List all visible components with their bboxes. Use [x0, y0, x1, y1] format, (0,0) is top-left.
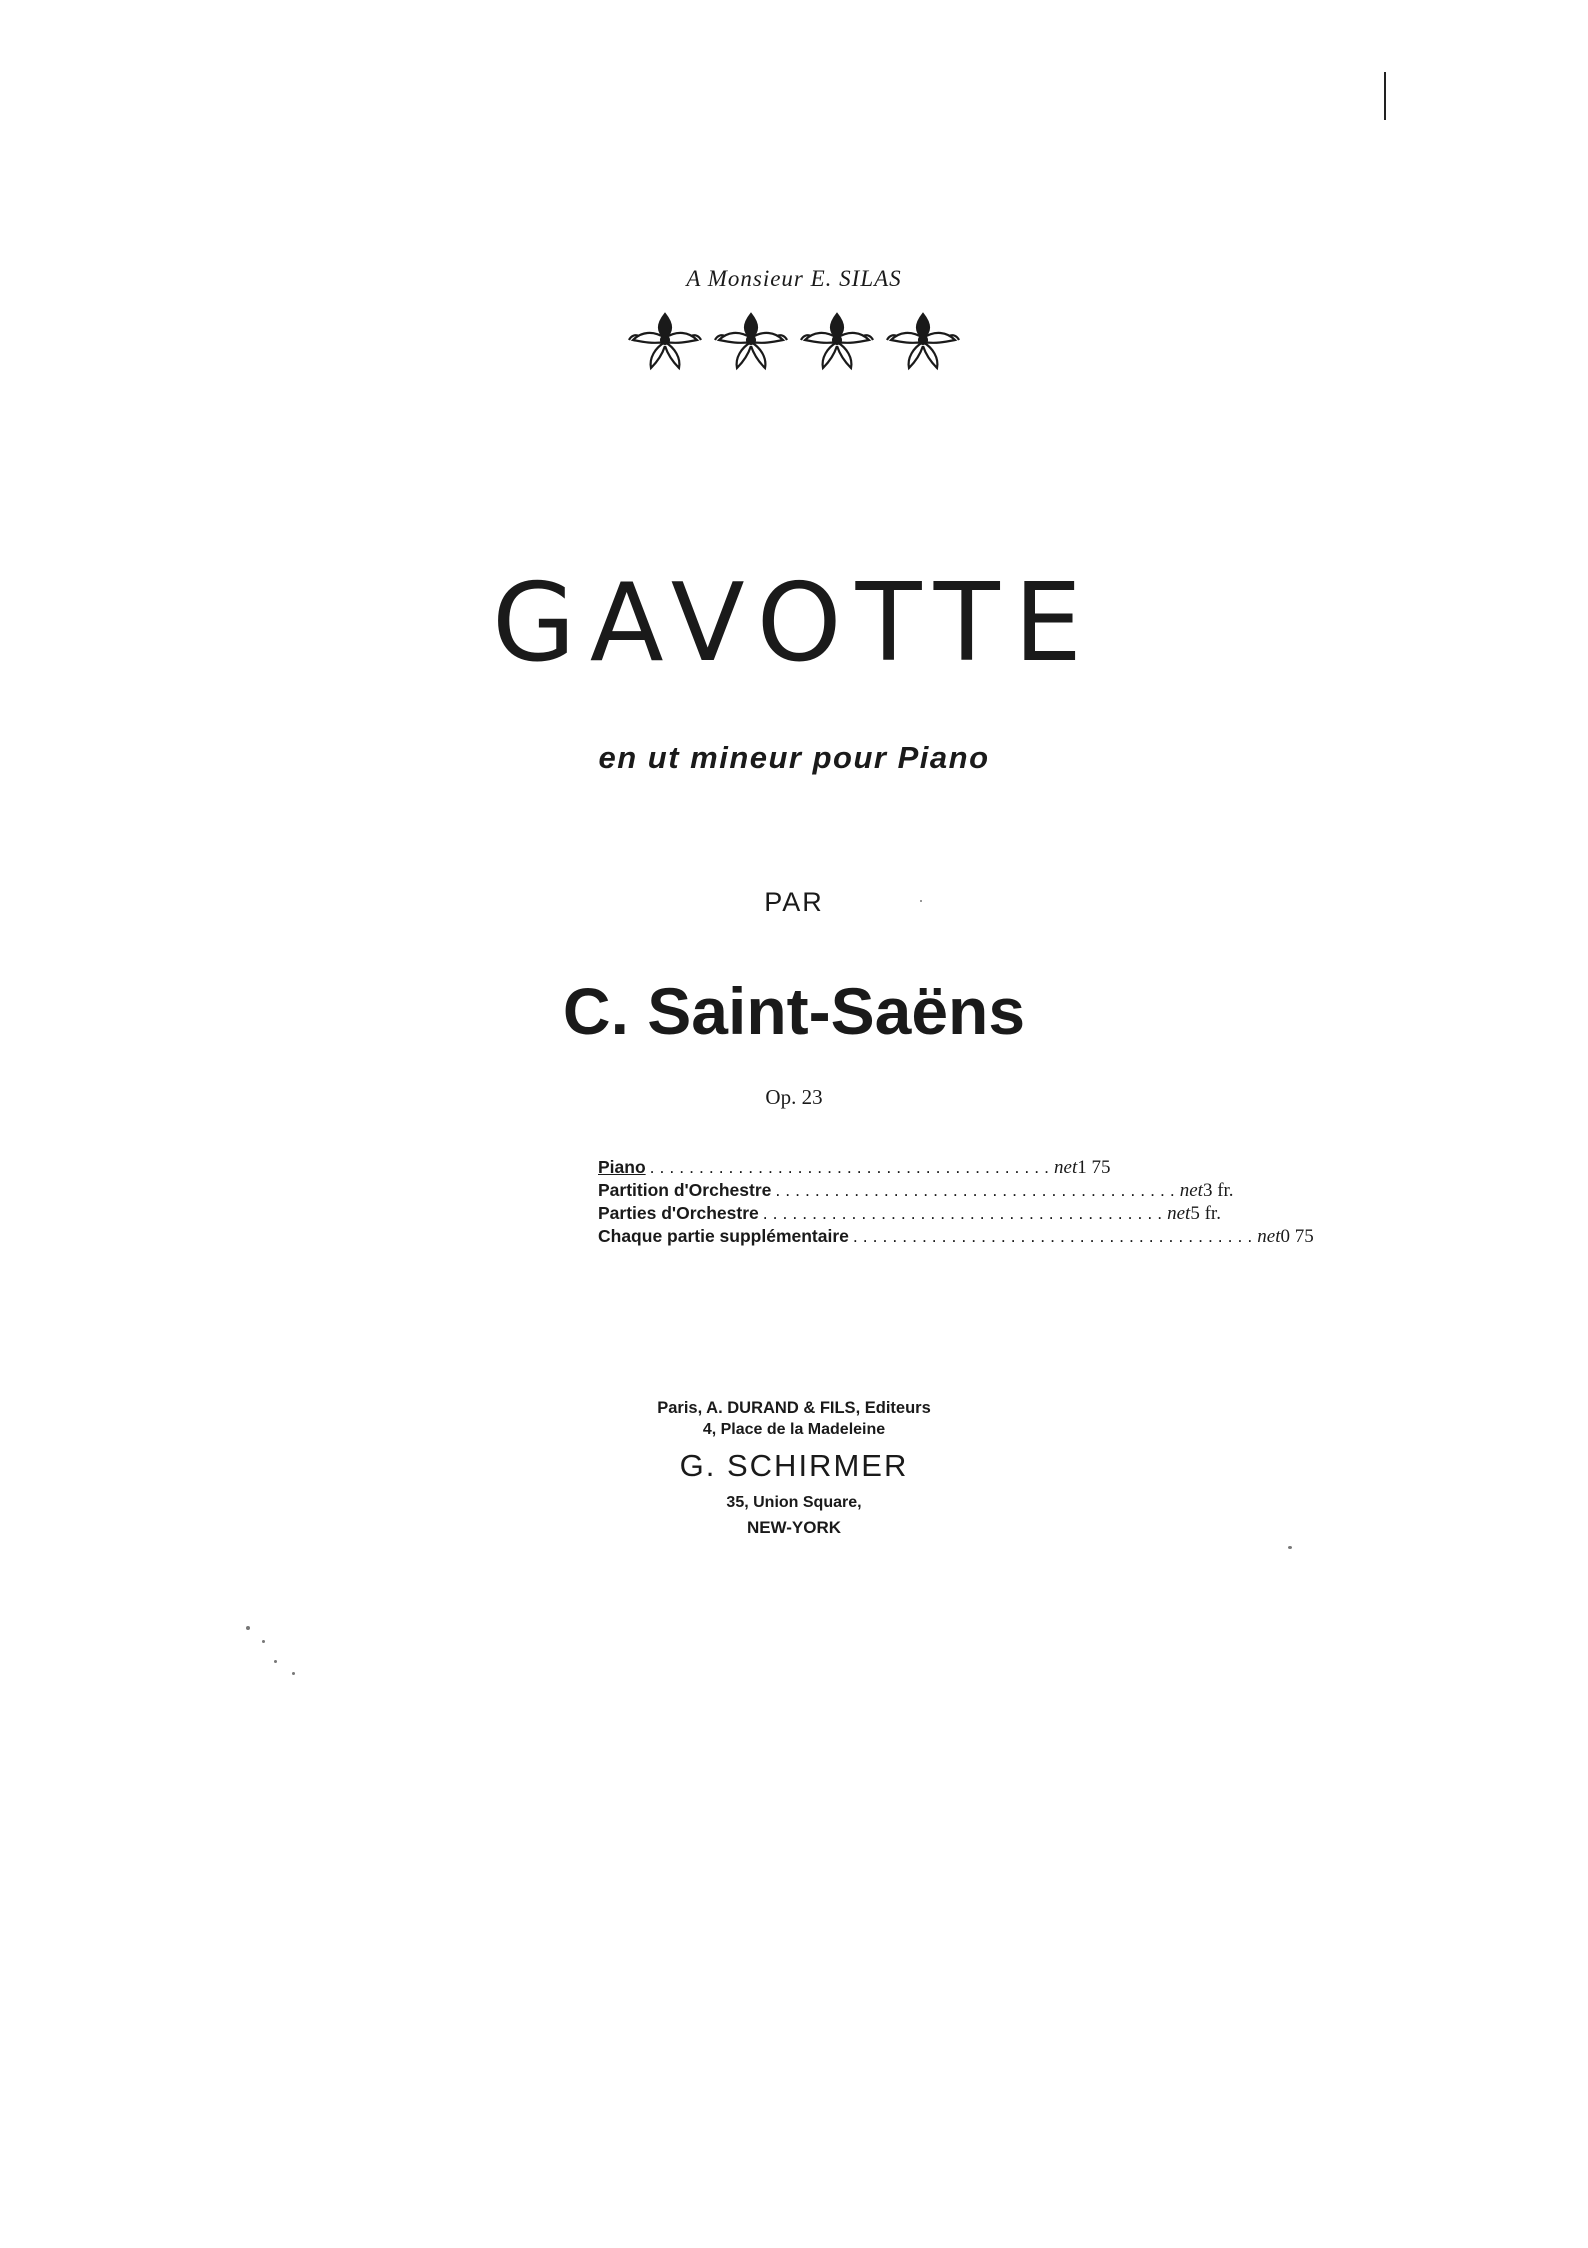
par-label: PAR [764, 887, 824, 917]
price-row [598, 1180, 1234, 1203]
net-label: net [1257, 1226, 1281, 1247]
floral-ornament-icon [713, 308, 789, 374]
price-value: 0 75 [1280, 1226, 1314, 1247]
subtitle: en ut mineur pour Piano [598, 740, 990, 775]
price-item-label: Chaque partie supplémentaire [598, 1226, 849, 1246]
publisher-block [0, 1397, 1588, 1541]
paper-speck [1288, 1546, 1292, 1549]
publisher-newyork-address: 35, Union Square, [726, 1494, 862, 1511]
floral-ornament-icon [885, 308, 961, 374]
price-item-label: Partition d'Orchestre [598, 1180, 772, 1200]
ornament-row [0, 308, 1588, 374]
margin-mark [1384, 72, 1386, 120]
net-label: net [1179, 1180, 1203, 1201]
floral-ornament-icon [627, 308, 703, 374]
opus-number: Op. 23 [765, 1085, 823, 1109]
floral-ornament-icon [799, 308, 875, 374]
paper-speck [292, 1672, 295, 1675]
publisher-paris-address: 4, Place de la Madeleine [702, 1421, 886, 1438]
price-value: 5 fr. [1190, 1203, 1221, 1224]
leader-dots: ......................................... [762, 1203, 1168, 1223]
price-item-label: Parties d'Orchestre [598, 1203, 759, 1223]
net-label: net [1167, 1203, 1191, 1224]
composer-name: C. Saint-Saëns [562, 974, 1026, 1048]
price-row [598, 1203, 1221, 1226]
leader-dots: ......................................... [852, 1226, 1258, 1246]
leader-dots: ......................................... [775, 1180, 1180, 1200]
publisher-city: NEW-YORK [746, 1518, 842, 1537]
publisher-schirmer: G. SCHIRMER [679, 1448, 909, 1483]
price-row [598, 1157, 1111, 1180]
paper-speck [262, 1640, 265, 1643]
page-title: GAVOTTE [492, 561, 1096, 686]
net-label: net [1054, 1157, 1078, 1178]
price-value: 3 fr. [1202, 1180, 1234, 1201]
price-list [598, 1157, 1314, 1249]
paper-speck [920, 900, 922, 902]
price-item-label: Piano [598, 1157, 646, 1177]
paper-speck [274, 1660, 277, 1663]
publisher-paris: Paris, A. DURAND & FILS, Editeurs [657, 1399, 931, 1417]
leader-dots: ......................................... [649, 1157, 1055, 1177]
dedication: A Monsieur E. SILAS [686, 266, 902, 291]
paper-speck [246, 1626, 250, 1630]
price-row [598, 1226, 1314, 1249]
price-value: 1 75 [1077, 1157, 1111, 1178]
